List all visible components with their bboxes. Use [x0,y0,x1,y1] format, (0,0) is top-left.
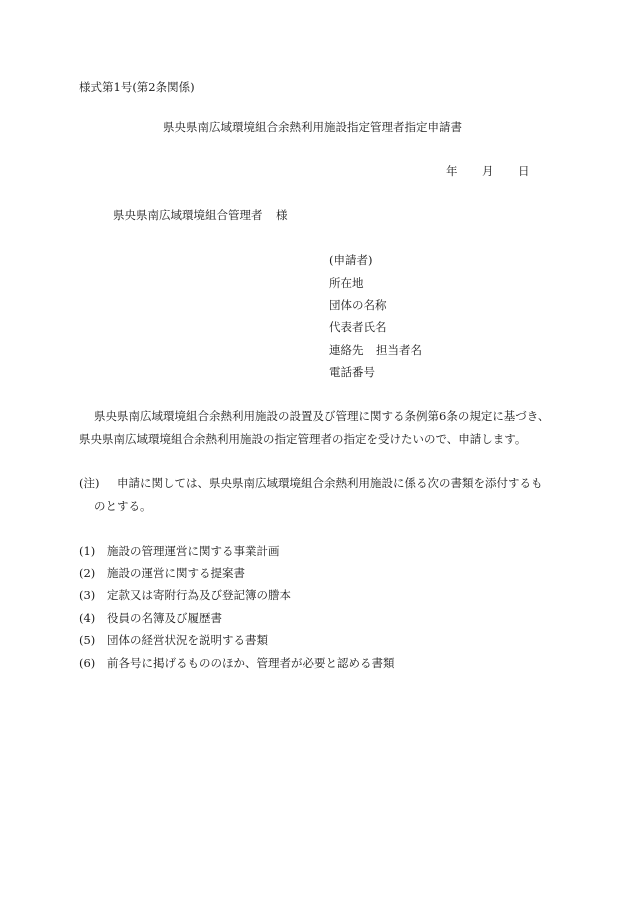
attachment-number: (5) [79,633,96,647]
body-text-line-1: 県央県南広域環境組合余熱利用施設の設置及び管理に関する条例第6条の規定に基づき、 [94,409,550,423]
attachment-item: 団体の経営状況を説明する書類 [107,633,268,647]
date-year-label: 年 [446,164,458,178]
applicant-contact-label: 連絡先 [329,343,364,357]
form-number: 様式第1号(第2条関係) [79,80,195,94]
addressee-honorific: 様 [276,208,288,222]
attachment-item: 前各号に掲げるもののほか、管理者が必要と認める書類 [107,656,395,670]
date-month-label: 月 [482,164,494,178]
addressee-name: 県央県南広域環境組合管理者 [113,208,263,222]
attachment-item: 定款又は寄附行為及び登記簿の謄本 [107,588,291,602]
attachment-number: (4) [79,611,96,625]
attachment-number: (1) [79,544,96,558]
note-text-line-1: 申請に関しては、県央県南広域環境組合余熱利用施設に係る次の書類を添付するも [117,476,543,490]
applicant-heading: (申請者) [329,253,373,267]
note-label: (注) [79,476,100,490]
attachment-number: (3) [79,588,96,602]
document-title: 県央県南広域環境組合余熱利用施設指定管理者指定申請書 [163,120,462,134]
attachment-item: 役員の名簿及び履歴書 [107,611,222,625]
attachment-number: (6) [79,656,96,670]
attachment-item: 施設の運営に関する提案書 [107,566,245,580]
applicant-phone-label: 電話番号 [329,365,375,379]
date-day-label: 日 [518,164,530,178]
attachment-number: (2) [79,566,96,580]
applicant-org-name-label: 団体の名称 [329,298,387,312]
applicant-contact-person-label: 担当者名 [376,343,422,357]
body-text-line-2: 県央県南広域環境組合余熱利用施設の指定管理者の指定を受けたいので、申請します。 [79,432,527,446]
attachment-item: 施設の管理運営に関する事業計画 [107,544,280,558]
note-text-line-2: のとする。 [94,499,152,513]
applicant-representative-label: 代表者氏名 [329,320,387,334]
applicant-address-label: 所在地 [329,276,364,290]
